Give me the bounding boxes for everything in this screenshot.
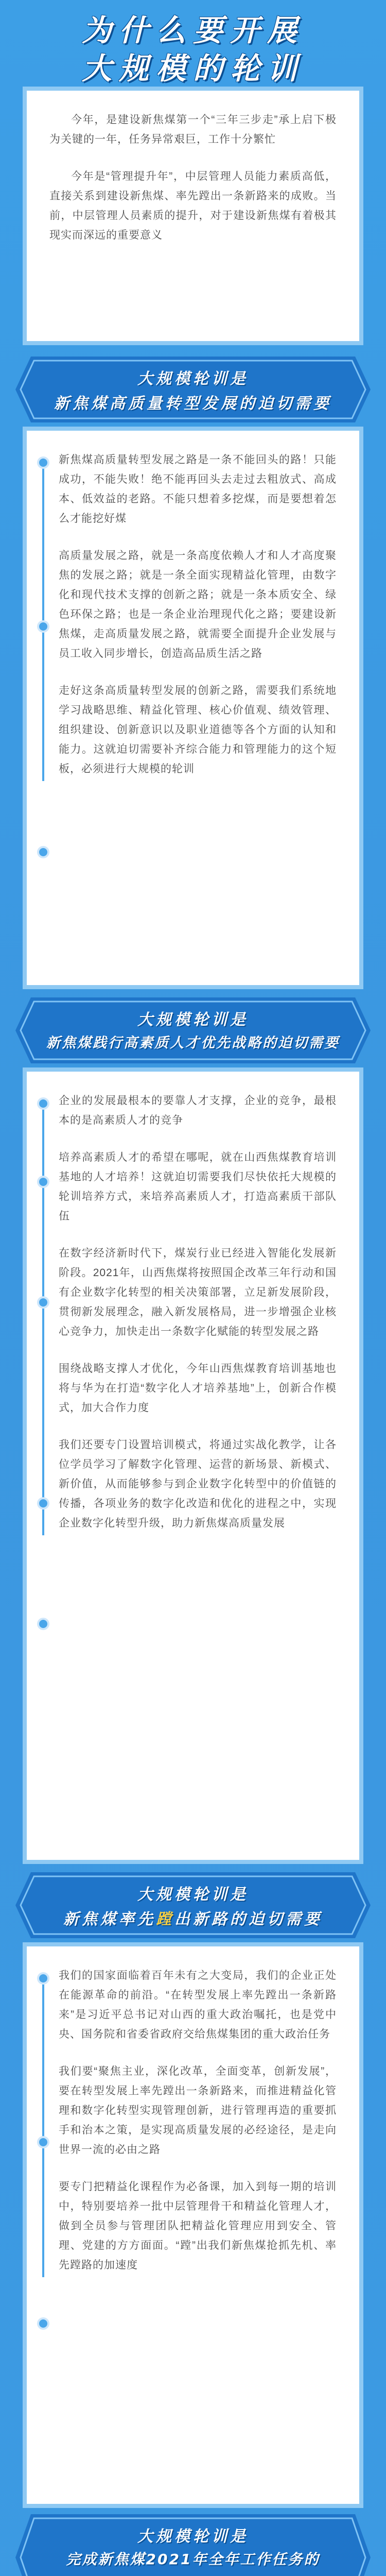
- timeline-dot-icon: [39, 1974, 47, 1982]
- banner-line-1: 大规模轮训是: [137, 1011, 249, 1029]
- intro-paragraph: 今年是“管理提升年”，中层管理人员能力素质高低，直接关系到建设新焦煤、率先蹚出一条新路来的成败。当前，中层管理人员素质的提升，对于建设新焦煤有着极其现实而深远的重要意义: [49, 171, 337, 241]
- page-title-line-1: 为什么要开展: [81, 13, 304, 48]
- section-paragraph: 高质量发展之路，就是一条高度依赖人才和人才高度聚焦的发展之路；就是一条全面实现精益化管理，由数字化和现代技术支撑的创新之路；就是一条本质安全、绿色环保之路；也是一条企业治理现代化之路；要建设新焦煤，走高质量发展之路，就需要全面提升企业发展与员工收入同步增长，创造高品质生活之路: [59, 550, 337, 659]
- page-title-line-2: 大规模的轮训: [81, 51, 304, 86]
- section-banner: [15, 997, 371, 1063]
- banner-line-2-pre: 新焦煤率先: [63, 1910, 156, 1928]
- timeline-dot-icon: [39, 1620, 47, 1628]
- section-paragraph: 企业的发展最根本的要靠人才支撑，企业的竞争，最根本的是高素质人才的竞争: [59, 1095, 337, 1126]
- section-paragraph: 我们还要专门设置培训模式，将通过实战化教学，让各位学员学习了解数字化管理、运营的新场景、新模式、新价值，从而能够参与到企业数字化转型中的价值链的传播，各项业务的数字化改造和优化的进程之中，实现企业数字化转型升级，助力新焦煤高质量发展: [59, 1439, 337, 1529]
- section-paragraph: 新焦煤高质量转型发展之路是一条不能回头的路！只能成功，不能失败！绝不能再回头去走过去粗放式、高成本、低效益的老路。不能只想着多挖煤，而是要想着怎么才能挖好煤: [59, 454, 337, 524]
- timeline-dot-icon: [39, 2138, 47, 2146]
- intro-paragraph: 今年，是建设新焦煤第一个“三年三步走”承上启下极为关键的一年，任务异常艰巨，工作十分繁忙: [49, 114, 337, 145]
- section-paragraph: 走好这条高质量转型发展的创新之路，需要我们系统地学习战略思维、精益化管理、核心价值观、绩效管理、组织建设、创新意识以及职业道德等各个方面的认知和能力。这就迫切需要补齐综合能力和管理能力的这个短板，必须进行大规模的轮训: [59, 685, 337, 775]
- page-header: [0, 0, 386, 93]
- section-paragraph: 我们要“聚焦主业，深化改革，全面变革，创新发展”，要在转型发展上率先蹚出一条新路来，而推进精益化管理和数字化转型实现管理创新，进行管理再造的重要抓手和治本之策，是实现高质量发展的必经途径，是走向世界一流的必由之路: [59, 2065, 337, 2156]
- banner-line-2: 完成新焦煤2021年全年工作任务的: [66, 2551, 320, 2568]
- section-banner: [15, 2514, 371, 2576]
- timeline-dot-icon: [39, 1499, 47, 1507]
- banner-line-2: [15, 1906, 371, 1929]
- section-banner: [15, 1872, 371, 1938]
- banner-line-2: 新焦煤高质量转型发展的迫切需要: [54, 395, 332, 413]
- section-paragraph: 围绕战略支撑人才优化，今年山西焦煤教育培训基地也将与华为在打造“数字化人才培养基地”上，创新合作模式，加大合作力度: [59, 1363, 337, 1414]
- timeline-dot-icon: [39, 622, 47, 631]
- banner-line-2-post: 出新路的迫切需要: [174, 1910, 323, 1928]
- timeline-dot-icon: [39, 848, 47, 856]
- banner-line-1: 大规模轮训是: [137, 370, 249, 388]
- timeline-dot-icon: [39, 459, 47, 467]
- timeline-dot-icon: [39, 1298, 47, 1307]
- banner-line-1: 大规模轮训是: [137, 2528, 249, 2546]
- banner-line-1: 大规模轮训是: [137, 1886, 249, 1904]
- section-card: [27, 1072, 359, 1860]
- section-paragraph: 要专门把精益化课程作为必备课，加入到每一期的培训中，特别要培养一批中层管理骨干和精益化管理人才，做到全员参与管理团队把精益化管理应用到安全、管理、党建的方方面面。“蹚”出我们新焦煤抢抓先机、率先蹚路的加速度: [59, 2181, 337, 2271]
- section-card: [27, 1946, 359, 2504]
- section-paragraph: 培养高素质人才的希望在哪呢，就在山西焦煤教育培训基地的人才培养！这就迫切需要我们尽快依托大规模的轮训培养方式，来培养高素质人才，打造高素质干部队伍: [59, 1151, 337, 1222]
- banner-line-2: 新焦煤践行高素质人才优先战略的迫切需要: [46, 1035, 340, 1051]
- timeline-dot-icon: [39, 2319, 47, 2328]
- banner-highlight-char: 蹚: [156, 1910, 174, 1928]
- section-paragraph: 在数字经济新时代下，煤炭行业已经进入智能化发展新阶段。2021年，山西焦煤将按照国企改革三年行动和国有企业数字化转型的相关决策部署，立足新发展阶段，贯彻新发展理念，融入新发展格局，进一步增强企业核心竞争力，加快走出一条数字化赋能的转型发展之路: [59, 1247, 337, 1337]
- intro-card: [27, 91, 359, 341]
- section-card: [27, 431, 359, 985]
- section-banner: [15, 357, 371, 422]
- timeline-dot-icon: [39, 1178, 47, 1186]
- section-paragraph: 我们的国家面临着百年未有之大变局，我们的企业正处在能源革命的前沿。“在转型发展上率先蹚出一条新路来”是习近平总书记对山西的重大政治嘱托，也是党中央、国务院和省委省政府交给焦煤集团的重大政治任务: [59, 1970, 337, 2040]
- banner-line-3: [15, 2572, 371, 2576]
- timeline-dot-icon: [39, 1099, 47, 1108]
